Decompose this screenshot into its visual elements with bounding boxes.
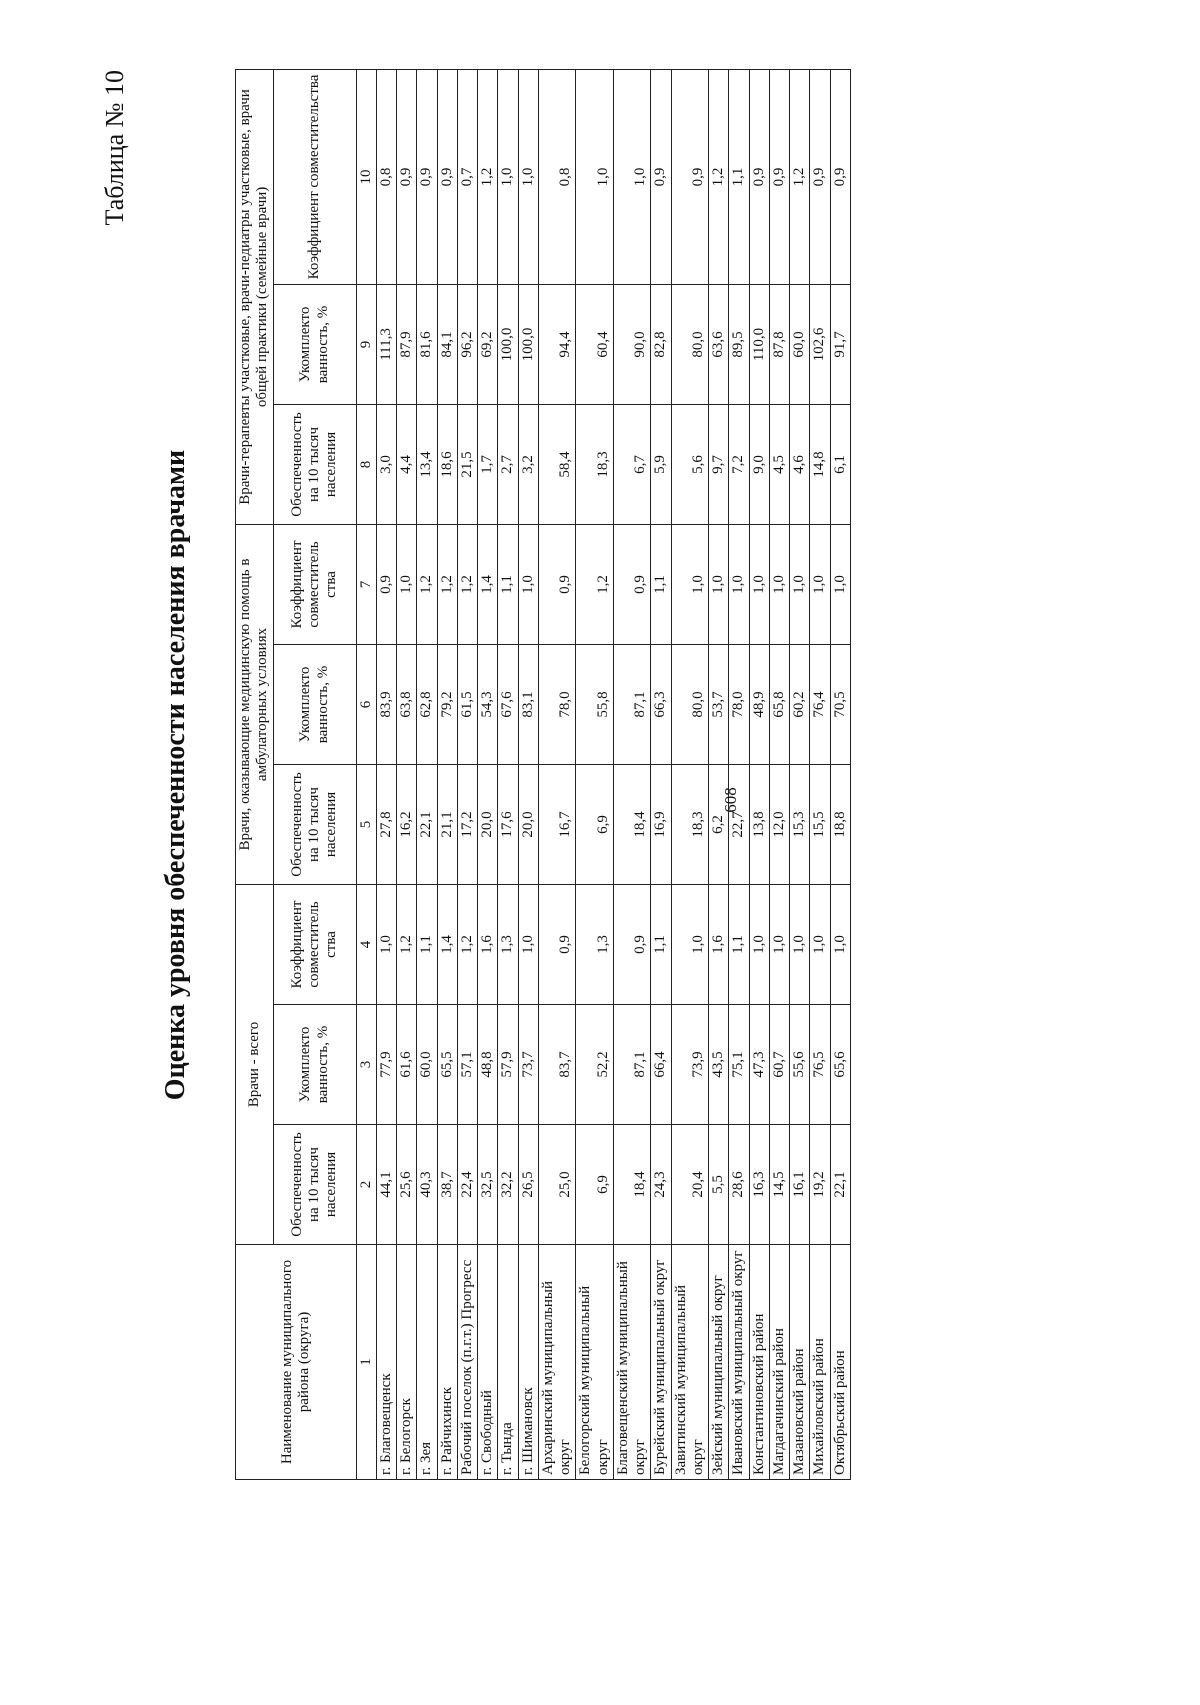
header-coefficient: Коэффициент совместитель ства — [273, 885, 356, 1005]
value-cell: 1,0 — [671, 524, 709, 644]
value-cell: 47,3 — [749, 1005, 769, 1125]
value-cell: 90,0 — [613, 284, 651, 404]
table-row — [790, 69, 810, 1479]
value-cell: 6,9 — [576, 1125, 614, 1245]
header-group-district: Врачи-терапевты участковые, врачи-педиатры участковые, врачи общей практики (семейные врачи) — [236, 69, 274, 524]
district-name-cell: Зейский муниципальный округ — [709, 1245, 729, 1480]
value-cell: 61,6 — [397, 1005, 417, 1125]
value-cell: 19,2 — [810, 1125, 830, 1245]
value-cell: 18,4 — [613, 765, 651, 885]
value-cell: 1,1 — [651, 885, 671, 1005]
district-name-cell: г. Свободный — [478, 1245, 498, 1480]
value-cell: 84,1 — [437, 284, 457, 404]
column-number: 4 — [356, 885, 376, 1005]
table-row — [769, 69, 789, 1479]
value-cell: 0,9 — [810, 69, 830, 284]
table-row — [478, 69, 498, 1479]
page-number: 608 — [720, 787, 740, 813]
table-label: Таблица № 10 — [100, 70, 129, 226]
value-cell: 73,9 — [671, 1005, 709, 1125]
value-cell: 3,2 — [518, 404, 538, 524]
value-cell: 52,2 — [576, 1005, 614, 1125]
value-cell: 18,3 — [576, 404, 614, 524]
value-cell: 65,8 — [769, 645, 789, 765]
value-cell: 1,1 — [729, 885, 749, 1005]
value-cell: 1,2 — [457, 524, 477, 644]
district-name-cell: г. Зея — [417, 1245, 437, 1480]
value-cell: 79,2 — [437, 645, 457, 765]
value-cell: 0,9 — [437, 69, 457, 284]
district-name-cell: г. Шимановск — [518, 1245, 538, 1480]
value-cell: 1,3 — [498, 885, 518, 1005]
value-cell: 28,6 — [729, 1125, 749, 1245]
district-name-cell: Белогорский муниципальный округ — [576, 1245, 614, 1480]
value-cell: 100,0 — [498, 284, 518, 404]
value-cell: 1,0 — [790, 885, 810, 1005]
value-cell: 1,0 — [376, 885, 396, 1005]
value-cell: 0,9 — [538, 524, 576, 644]
value-cell: 1,4 — [437, 885, 457, 1005]
header-staffing: Укомплекто ванность, % — [273, 645, 356, 765]
table-row — [538, 69, 576, 1479]
district-name-cell: Константиновский район — [749, 1245, 769, 1480]
table-row — [613, 69, 651, 1479]
value-cell: 83,1 — [518, 645, 538, 765]
value-cell: 102,6 — [810, 284, 830, 404]
value-cell: 4,6 — [790, 404, 810, 524]
district-name-cell: Магдагачинский район — [769, 1245, 789, 1480]
district-name-cell: г. Тында — [498, 1245, 518, 1480]
value-cell: 16,3 — [749, 1125, 769, 1245]
value-cell: 0,9 — [397, 69, 417, 284]
value-cell: 1,0 — [769, 885, 789, 1005]
table-row — [671, 69, 709, 1479]
table-row — [457, 69, 477, 1479]
value-cell: 81,6 — [417, 284, 437, 404]
district-name-cell: Бурейский муниципальный округ — [651, 1245, 671, 1480]
value-cell: 87,9 — [397, 284, 417, 404]
value-cell: 1,4 — [478, 524, 498, 644]
table-row — [810, 69, 830, 1479]
value-cell: 0,9 — [376, 524, 396, 644]
value-cell: 60,4 — [576, 284, 614, 404]
value-cell: 1,0 — [830, 885, 850, 1005]
value-cell: 55,8 — [576, 645, 614, 765]
value-cell: 1,0 — [790, 524, 810, 644]
header-staffing: Укомплекто ванность, % — [273, 284, 356, 404]
value-cell: 44,1 — [376, 1125, 396, 1245]
value-cell: 24,3 — [651, 1125, 671, 1245]
column-number: 1 — [356, 1245, 376, 1480]
value-cell: 6,9 — [576, 765, 614, 885]
value-cell: 91,7 — [830, 284, 850, 404]
district-name-cell: Мазановский район — [790, 1245, 810, 1480]
value-cell: 21,5 — [457, 404, 477, 524]
value-cell: 1,2 — [790, 69, 810, 284]
value-cell: 1,0 — [613, 69, 651, 284]
value-cell: 9,0 — [749, 404, 769, 524]
value-cell: 6,1 — [830, 404, 850, 524]
value-cell: 1,0 — [830, 524, 850, 644]
table-row — [518, 69, 538, 1479]
value-cell: 1,0 — [769, 524, 789, 644]
value-cell: 111,3 — [376, 284, 396, 404]
value-cell: 4,4 — [397, 404, 417, 524]
value-cell: 1,0 — [576, 69, 614, 284]
value-cell: 60,7 — [769, 1005, 789, 1125]
value-cell: 53,7 — [709, 645, 729, 765]
value-cell: 1,1 — [498, 524, 518, 644]
table-row — [729, 69, 749, 1479]
value-cell: 1,7 — [478, 404, 498, 524]
value-cell: 18,4 — [613, 1125, 651, 1245]
value-cell: 94,4 — [538, 284, 576, 404]
value-cell: 1,0 — [397, 524, 417, 644]
value-cell: 16,7 — [538, 765, 576, 885]
value-cell: 76,5 — [810, 1005, 830, 1125]
value-cell: 75,1 — [729, 1005, 749, 1125]
district-name-cell: Завитинский муниципальный округ — [671, 1245, 709, 1480]
table-title: Оценка уровня обеспеченности населения врачами — [160, 449, 191, 1101]
value-cell: 14,8 — [810, 404, 830, 524]
value-cell: 65,6 — [830, 1005, 850, 1125]
column-number: 7 — [356, 524, 376, 644]
column-number: 3 — [356, 1005, 376, 1125]
column-number: 8 — [356, 404, 376, 524]
value-cell: 70,5 — [830, 645, 850, 765]
value-cell: 22,4 — [457, 1125, 477, 1245]
doctors-supply-table — [235, 69, 851, 1480]
value-cell: 82,8 — [651, 284, 671, 404]
table-row — [749, 69, 769, 1479]
value-cell: 58,4 — [538, 404, 576, 524]
header-staffing: Укомплекто ванность, % — [273, 1005, 356, 1125]
value-cell: 100,0 — [518, 284, 538, 404]
value-cell: 26,5 — [518, 1125, 538, 1245]
value-cell: 32,2 — [498, 1125, 518, 1245]
district-name-cell: Ивановский муниципальный округ — [729, 1245, 749, 1480]
table-row — [830, 69, 850, 1479]
value-cell: 55,6 — [790, 1005, 810, 1125]
value-cell: 1,0 — [498, 69, 518, 284]
value-cell: 66,4 — [651, 1005, 671, 1125]
value-cell: 62,8 — [417, 645, 437, 765]
value-cell: 1,1 — [417, 885, 437, 1005]
value-cell: 0,9 — [671, 69, 709, 284]
table-row — [709, 69, 729, 1479]
value-cell: 2,7 — [498, 404, 518, 524]
value-cell: 17,2 — [457, 765, 477, 885]
value-cell: 1,2 — [457, 885, 477, 1005]
column-number: 5 — [356, 765, 376, 885]
header-supply: Обеспеченность на 10 тысяч населения — [273, 404, 356, 524]
value-cell: 17,6 — [498, 765, 518, 885]
header-name-col: Наименование муниципального района (округа) — [236, 1245, 357, 1480]
value-cell: 5,6 — [671, 404, 709, 524]
value-cell: 1,0 — [518, 524, 538, 644]
value-cell: 1,2 — [478, 69, 498, 284]
value-cell: 38,7 — [437, 1125, 457, 1245]
value-cell: 21,1 — [437, 765, 457, 885]
value-cell: 1,0 — [671, 885, 709, 1005]
district-name-cell: Архаринский муниципальный округ — [538, 1245, 576, 1480]
district-name-cell: Благовещенский муниципальный округ — [613, 1245, 651, 1480]
district-name-cell: г. Белогорск — [397, 1245, 417, 1480]
value-cell: 1,0 — [749, 524, 769, 644]
table-body — [376, 69, 850, 1479]
value-cell: 15,5 — [810, 765, 830, 885]
value-cell: 1,0 — [749, 885, 769, 1005]
value-cell: 1,0 — [810, 524, 830, 644]
district-name-cell: Рабочий поселок (п.г.т.) Прогресс — [457, 1245, 477, 1480]
value-cell: 1,2 — [576, 524, 614, 644]
column-number: 6 — [356, 645, 376, 765]
value-cell: 110,0 — [749, 284, 769, 404]
value-cell: 25,0 — [538, 1125, 576, 1245]
value-cell: 5,5 — [709, 1125, 729, 1245]
value-cell: 13,8 — [749, 765, 769, 885]
value-cell: 87,1 — [613, 645, 651, 765]
value-cell: 87,1 — [613, 1005, 651, 1125]
table-row — [376, 69, 396, 1479]
value-cell: 48,9 — [749, 645, 769, 765]
value-cell: 0,8 — [538, 69, 576, 284]
header-group-all-doctors: Врачи - всего — [236, 885, 274, 1245]
value-cell: 89,5 — [729, 284, 749, 404]
district-name-cell: Михайловский район — [810, 1245, 830, 1480]
value-cell: 7,2 — [729, 404, 749, 524]
value-cell: 1,2 — [437, 524, 457, 644]
value-cell: 0,9 — [830, 69, 850, 284]
value-cell: 57,9 — [498, 1005, 518, 1125]
value-cell: 69,2 — [478, 284, 498, 404]
value-cell: 83,7 — [538, 1005, 576, 1125]
value-cell: 54,3 — [478, 645, 498, 765]
value-cell: 22,1 — [417, 765, 437, 885]
value-cell: 60,0 — [790, 284, 810, 404]
value-cell: 96,2 — [457, 284, 477, 404]
value-cell: 60,0 — [417, 1005, 437, 1125]
column-number: 9 — [356, 284, 376, 404]
header-coefficient: Коэффициент совместительства — [273, 69, 356, 284]
value-cell: 22,1 — [830, 1125, 850, 1245]
value-cell: 57,1 — [457, 1005, 477, 1125]
header-supply: Обеспеченность на 10 тысяч населения — [273, 765, 356, 885]
value-cell: 5,9 — [651, 404, 671, 524]
value-cell: 16,9 — [651, 765, 671, 885]
value-cell: 0,9 — [417, 69, 437, 284]
value-cell: 6,7 — [613, 404, 651, 524]
value-cell: 20,0 — [478, 765, 498, 885]
value-cell: 0,9 — [613, 885, 651, 1005]
value-cell: 27,8 — [376, 765, 396, 885]
value-cell: 6,2 — [709, 765, 729, 885]
value-cell: 32,5 — [478, 1125, 498, 1245]
table-row — [437, 69, 457, 1479]
header-group-outpatient: Врачи, оказывающие медицинскую помощь в амбулаторных условиях — [236, 524, 274, 884]
value-cell: 80,0 — [671, 645, 709, 765]
value-cell: 48,8 — [478, 1005, 498, 1125]
value-cell: 73,7 — [518, 1005, 538, 1125]
value-cell: 13,4 — [417, 404, 437, 524]
value-cell: 1,0 — [518, 885, 538, 1005]
column-number: 10 — [356, 69, 376, 284]
table-row — [397, 69, 417, 1479]
value-cell: 1,2 — [397, 885, 417, 1005]
value-cell: 1,6 — [478, 885, 498, 1005]
value-cell: 18,6 — [437, 404, 457, 524]
value-cell: 83,9 — [376, 645, 396, 765]
district-name-cell: Октябрьский район — [830, 1245, 850, 1480]
value-cell: 1,3 — [576, 885, 614, 1005]
value-cell: 12,0 — [769, 765, 789, 885]
value-cell: 40,3 — [417, 1125, 437, 1245]
value-cell: 60,2 — [790, 645, 810, 765]
value-cell: 65,5 — [437, 1005, 457, 1125]
table-row — [417, 69, 437, 1479]
value-cell: 61,5 — [457, 645, 477, 765]
value-cell: 25,6 — [397, 1125, 417, 1245]
header-coefficient: Коэффициент совместитель ства — [273, 524, 356, 644]
table-row — [576, 69, 614, 1479]
value-cell: 0,9 — [651, 69, 671, 284]
value-cell: 15,3 — [790, 765, 810, 885]
value-cell: 80,0 — [671, 284, 709, 404]
value-cell: 66,3 — [651, 645, 671, 765]
column-number-row — [356, 69, 376, 1479]
value-cell: 1,1 — [729, 69, 749, 284]
value-cell: 0,9 — [769, 69, 789, 284]
value-cell: 1,1 — [651, 524, 671, 644]
value-cell: 1,0 — [729, 524, 749, 644]
value-cell: 43,5 — [709, 1005, 729, 1125]
value-cell: 9,7 — [709, 404, 729, 524]
header-supply: Обеспеченность на 10 тысяч населения — [273, 1125, 356, 1245]
value-cell: 22,7 — [729, 765, 749, 885]
table-row — [651, 69, 671, 1479]
value-cell: 16,1 — [790, 1125, 810, 1245]
value-cell: 1,0 — [810, 885, 830, 1005]
value-cell: 0,7 — [457, 69, 477, 284]
district-name-cell: г. Райчихинск — [437, 1245, 457, 1480]
value-cell: 76,4 — [810, 645, 830, 765]
value-cell: 18,3 — [671, 765, 709, 885]
value-cell: 3,0 — [376, 404, 396, 524]
value-cell: 87,8 — [769, 284, 789, 404]
district-name-cell: г. Благовещенск — [376, 1245, 396, 1480]
value-cell: 63,8 — [397, 645, 417, 765]
value-cell: 20,0 — [518, 765, 538, 885]
value-cell: 20,4 — [671, 1125, 709, 1245]
table-row — [498, 69, 518, 1479]
value-cell: 16,2 — [397, 765, 417, 885]
value-cell: 4,5 — [769, 404, 789, 524]
value-cell: 1,0 — [709, 524, 729, 644]
value-cell: 1,2 — [709, 69, 729, 284]
value-cell: 0,8 — [376, 69, 396, 284]
value-cell: 0,9 — [749, 69, 769, 284]
value-cell: 1,0 — [518, 69, 538, 284]
value-cell: 0,9 — [538, 885, 576, 1005]
column-number: 2 — [356, 1125, 376, 1245]
value-cell: 63,6 — [709, 284, 729, 404]
value-cell: 78,0 — [729, 645, 749, 765]
value-cell: 1,6 — [709, 885, 729, 1005]
value-cell: 1,2 — [417, 524, 437, 644]
value-cell: 0,9 — [613, 524, 651, 644]
value-cell: 67,6 — [498, 645, 518, 765]
value-cell: 78,0 — [538, 645, 576, 765]
value-cell: 18,8 — [830, 765, 850, 885]
rotated-table-block — [100, 70, 1030, 1480]
value-cell: 14,5 — [769, 1125, 789, 1245]
value-cell: 77,9 — [376, 1005, 396, 1125]
